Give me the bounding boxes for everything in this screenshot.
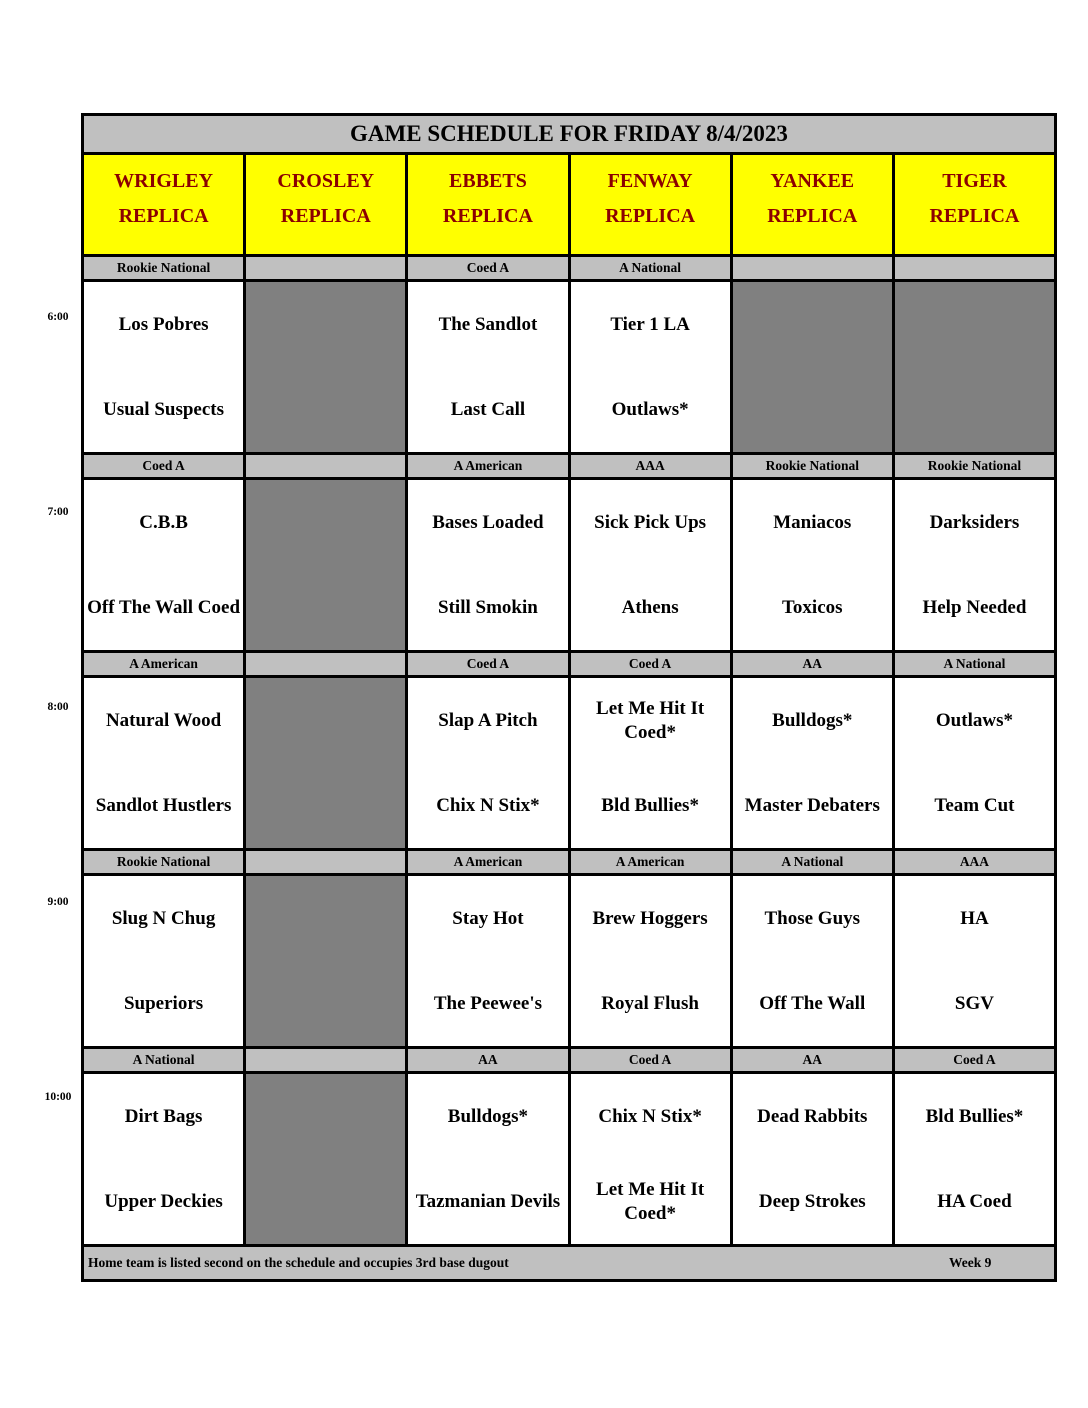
away-team: Let Me Hit It Coed* bbox=[596, 697, 705, 743]
time-label: 6:00 bbox=[47, 311, 69, 323]
game-cell bbox=[895, 678, 1054, 848]
home-team: Royal Flush bbox=[601, 992, 699, 1014]
away-team: Natural Wood bbox=[105, 709, 222, 731]
game-cell bbox=[408, 678, 570, 848]
field-subtitle: REPLICA bbox=[767, 205, 858, 227]
field-subtitle: REPLICA bbox=[280, 205, 371, 227]
field-header-ebbets bbox=[408, 155, 570, 254]
game-cell bbox=[571, 1074, 733, 1244]
away-team: Dirt Bags bbox=[124, 1105, 203, 1127]
game-cell bbox=[733, 480, 895, 650]
league-label bbox=[246, 1049, 408, 1071]
field-header-fenway bbox=[571, 155, 733, 254]
game-cell bbox=[408, 282, 570, 452]
field-name: FENWAY bbox=[607, 170, 693, 192]
league-label: AA bbox=[408, 1049, 570, 1071]
game-cell bbox=[895, 876, 1054, 1046]
league-label bbox=[895, 257, 1054, 279]
game-cell bbox=[84, 876, 246, 1046]
league-label: A National bbox=[733, 851, 895, 873]
home-team: Help Needed bbox=[922, 596, 1027, 618]
away-team: Tier 1 LA bbox=[610, 313, 690, 335]
away-team: Bld Bullies* bbox=[925, 1105, 1024, 1127]
field-name: EBBETS bbox=[449, 170, 527, 192]
league-label: AAA bbox=[959, 854, 990, 869]
home-team: Last Call bbox=[450, 398, 526, 420]
away-team: Bases Loaded bbox=[432, 511, 544, 533]
away-team: Sick Pick Ups bbox=[594, 511, 707, 533]
home-team: Team Cut bbox=[934, 794, 1015, 816]
league-label: Rookie National bbox=[84, 851, 246, 873]
away-team: Chix N Stix* bbox=[598, 1105, 702, 1127]
game-row bbox=[84, 282, 1054, 455]
unavailable-cell bbox=[246, 678, 408, 848]
away-team: Slug N Chug bbox=[111, 907, 216, 929]
league-label bbox=[246, 455, 408, 477]
unavailable-cell bbox=[246, 480, 408, 650]
home-team-note: Home team is listed second on the schedule and occupies 3rd base dugout bbox=[88, 1255, 509, 1270]
away-team: Outlaws* bbox=[935, 709, 1013, 731]
unavailable-cell bbox=[246, 1074, 408, 1244]
week-label: Week 9 bbox=[949, 1255, 992, 1270]
home-team: Toxicos bbox=[782, 596, 843, 618]
home-team: Chix N Stix* bbox=[436, 794, 540, 816]
schedule-title: GAME SCHEDULE FOR FRIDAY 8/4/2023 bbox=[84, 116, 1054, 155]
home-team: Off The Wall bbox=[759, 992, 866, 1014]
away-team: Slap A Pitch bbox=[438, 709, 538, 731]
league-label: Coed A bbox=[571, 1049, 733, 1071]
game-cell bbox=[408, 480, 570, 650]
home-team: Upper Deckies bbox=[104, 1190, 223, 1212]
home-team: The Peewee's bbox=[433, 992, 542, 1014]
away-team: Darksiders bbox=[929, 511, 1020, 533]
league-label: Coed A bbox=[408, 257, 570, 279]
game-cell bbox=[84, 678, 246, 848]
time-slots bbox=[84, 257, 1054, 1247]
field-subtitle: REPLICA bbox=[442, 205, 533, 227]
away-team: Dead Rabbits bbox=[757, 1105, 868, 1127]
schedule-footer bbox=[84, 1247, 1054, 1279]
game-row bbox=[84, 480, 1054, 653]
game-cell bbox=[895, 1074, 1054, 1244]
game-cell bbox=[408, 1074, 570, 1244]
league-label: A American bbox=[408, 455, 570, 477]
league-label bbox=[246, 257, 408, 279]
league-label bbox=[246, 653, 408, 675]
field-name: YANKEE bbox=[770, 170, 855, 192]
league-label: AA bbox=[733, 1049, 895, 1071]
league-label: A National bbox=[571, 257, 733, 279]
home-team: Athens bbox=[621, 596, 679, 618]
away-team: Brew Hoggers bbox=[592, 907, 708, 929]
league-label: A American bbox=[84, 653, 246, 675]
field-header-row bbox=[84, 155, 1054, 257]
home-team: Usual Suspects bbox=[103, 398, 225, 420]
home-team: Master Debaters bbox=[744, 794, 880, 816]
league-label: A National bbox=[84, 1049, 246, 1071]
game-cell bbox=[733, 876, 895, 1046]
league-label bbox=[733, 257, 895, 279]
field-header-wrigley bbox=[84, 155, 246, 254]
away-team: HA bbox=[960, 907, 989, 929]
game-cell bbox=[571, 678, 733, 848]
time-label: 10:00 bbox=[44, 1091, 72, 1103]
home-team: Superiors bbox=[123, 992, 204, 1014]
field-subtitle: REPLICA bbox=[929, 205, 1020, 227]
league-label: A National bbox=[943, 656, 1006, 671]
schedule-table bbox=[81, 113, 1057, 1282]
game-cell bbox=[84, 1074, 246, 1244]
away-team: Los Pobres bbox=[118, 313, 209, 335]
league-row bbox=[84, 653, 1054, 678]
home-team: Outlaws* bbox=[611, 398, 689, 420]
field-header-yankee bbox=[733, 155, 895, 254]
league-label: AAA bbox=[571, 455, 733, 477]
game-cell bbox=[571, 282, 733, 452]
game-cell bbox=[733, 1074, 895, 1244]
unavailable-cell bbox=[733, 282, 895, 452]
away-team: Maniacos bbox=[773, 511, 852, 533]
away-team: Those Guys bbox=[764, 907, 861, 929]
league-label: Coed A bbox=[84, 455, 246, 477]
away-team: Stay Hot bbox=[452, 907, 524, 929]
field-name: TIGER bbox=[942, 170, 1007, 192]
unavailable-cell bbox=[246, 282, 408, 452]
game-cell bbox=[571, 876, 733, 1046]
league-label: Coed A bbox=[571, 653, 733, 675]
game-cell bbox=[408, 876, 570, 1046]
field-name: WRIGLEY bbox=[114, 170, 214, 192]
time-label: 7:00 bbox=[47, 506, 69, 518]
field-header-tiger bbox=[895, 155, 1054, 254]
home-team: Tazmanian Devils bbox=[415, 1190, 561, 1212]
home-team: Deep Strokes bbox=[758, 1190, 866, 1212]
away-team: C.B.B bbox=[139, 511, 188, 533]
league-row bbox=[84, 455, 1054, 480]
unavailable-cell bbox=[895, 282, 1054, 452]
home-team: HA Coed bbox=[937, 1190, 1012, 1212]
game-cell bbox=[895, 480, 1054, 650]
league-label: Rookie National bbox=[733, 455, 895, 477]
league-label: Coed A bbox=[408, 653, 570, 675]
home-team: SGV bbox=[954, 992, 994, 1014]
unavailable-cell bbox=[246, 876, 408, 1046]
away-team: Bulldogs* bbox=[772, 709, 853, 731]
field-subtitle: REPLICA bbox=[118, 205, 209, 227]
game-cell bbox=[84, 480, 246, 650]
league-row bbox=[84, 851, 1054, 876]
game-cell bbox=[733, 678, 895, 848]
home-team: Bld Bullies* bbox=[601, 794, 699, 816]
league-label: Rookie National bbox=[927, 458, 1022, 473]
league-label: A American bbox=[408, 851, 570, 873]
league-label: A American bbox=[571, 851, 733, 873]
game-cell bbox=[84, 282, 246, 452]
league-label bbox=[246, 851, 408, 873]
home-team: Still Smokin bbox=[438, 596, 538, 618]
home-team: Let Me Hit It Coed* bbox=[596, 1178, 705, 1224]
home-team: Off The Wall Coed bbox=[87, 596, 241, 618]
game-row bbox=[84, 1074, 1054, 1247]
home-team: Sandlot Hustlers bbox=[95, 794, 232, 816]
league-row bbox=[84, 257, 1054, 282]
game-row bbox=[84, 678, 1054, 851]
league-label: Coed A bbox=[953, 1052, 996, 1067]
game-cell bbox=[571, 480, 733, 650]
league-label: AA bbox=[733, 653, 895, 675]
away-team: The Sandlot bbox=[438, 313, 538, 335]
league-row bbox=[84, 1049, 1054, 1074]
away-team: Bulldogs* bbox=[447, 1105, 529, 1127]
field-subtitle: REPLICA bbox=[605, 205, 696, 227]
time-label: 8:00 bbox=[47, 701, 69, 713]
field-header-crosley bbox=[246, 155, 408, 254]
field-name: CROSLEY bbox=[277, 170, 375, 192]
game-row bbox=[84, 876, 1054, 1049]
league-label: Rookie National bbox=[84, 257, 246, 279]
time-label: 9:00 bbox=[47, 896, 69, 908]
